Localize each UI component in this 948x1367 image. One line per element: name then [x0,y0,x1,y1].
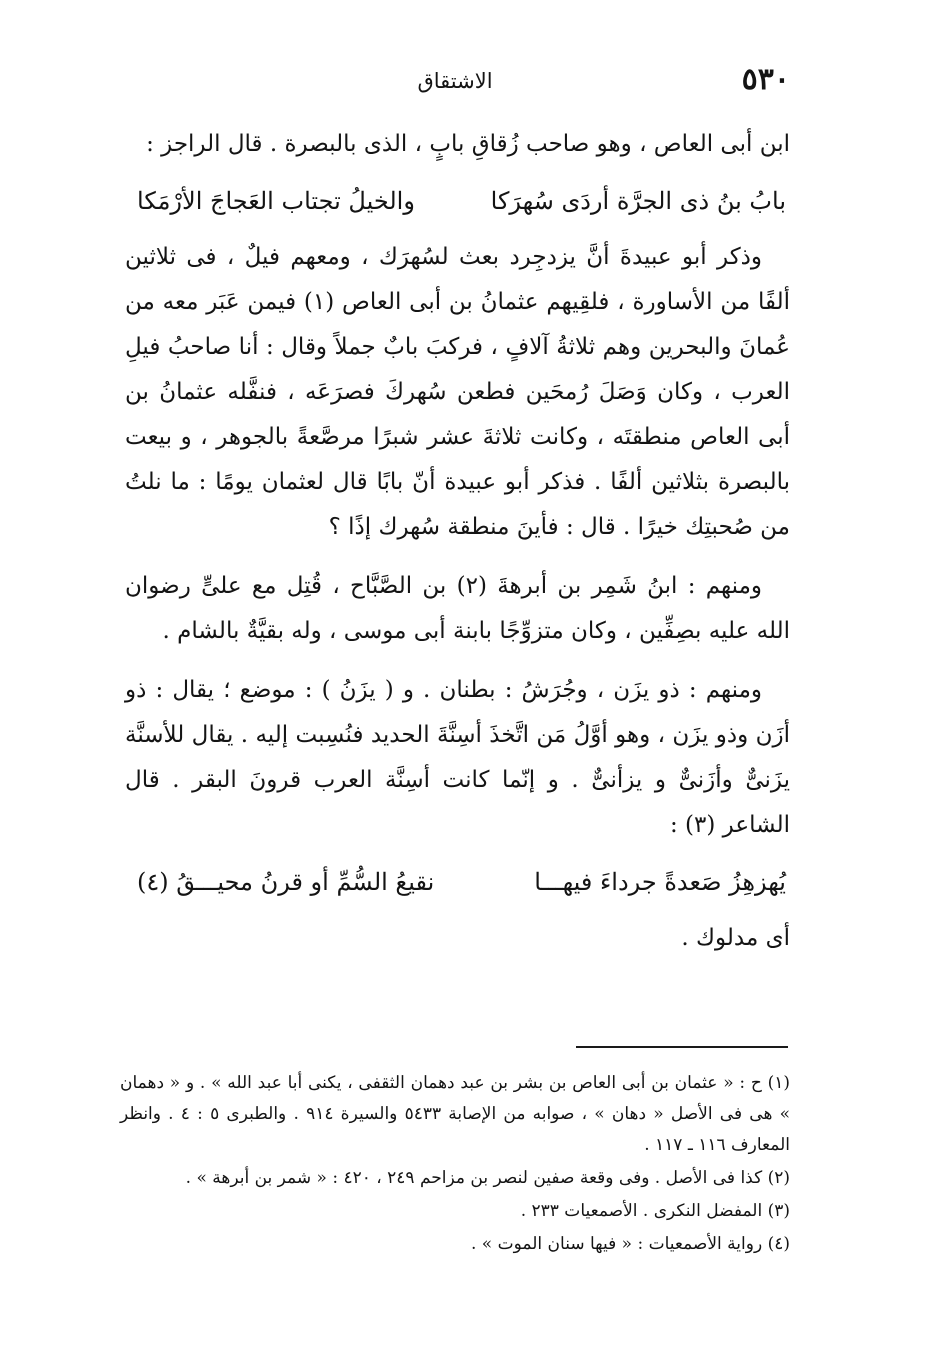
footnote-3: (٣) المفضل النكرى . الأصمعيات ٢٣٣ . [520,1201,790,1221]
footnote-1: (١) ح : « عثمان بن أبى العاص بن بشر بن عبد دهمان الثقفى ، يكنى أبا عبد الله » . و « دهمان » هى فى الأصل « دهان » ، صوابه من الإصابة ٥٤٣٣ والسيرة ٩١٤ . والطبرى ٥ : ٤ . وانظر المعارف ١١٦ ـ ١١٧ . [120,1073,791,1155]
paragraph-5: أى مدلوك . [681,925,790,951]
verse-1 [125,177,790,225]
paragraph-3: ومنهم : ابنُ شَمِر بن أبرهةَ (٢) بن الصَّبَّاح ، قُتِل مع علىٍّ رضوان الله عليه بصِفِّين ، وكان متزوِّجًا بابنة أبى موسى ، وله بقيَّةٌ بالشام . [125,573,790,644]
verse-1-second-hemistich: والخيلُ تجتاب العَجاجَ الأرْمَكا [137,187,415,215]
page-header [120,62,790,102]
footnotes [120,1068,790,1260]
footnote-4: (٤) رواية الأصمعيات : « فيها سنان الموت » . [471,1234,790,1254]
paragraph-2: وذكر أبو عبيدةَ أنَّ يزدجِرد بعث لسُهرَك ، ومعهم فيلٌ ، فى ثلاثين ألفًا من الأساورة ، فلقِيهم عثمانُ بن أبى العاص (١) فيمن عَبَر معه من عُمانَ والبحرين وهم ثلاثةُ آلافٍ ، فركبَ بابٌ جملاً وقال : أنا صاحبُ فيلِ العرب ، وكان وَصَلَ رُمحَين فطعن سُهركَ فصرَعَه ، فنفَّله عثمانُ بن أبى العاص منطقتَه ، وكانت ثلاثةَ عشر شبرًا مرصَّعةً بالجوهر ، و بيعت بالبصرة بثلاثين ألفًا . فذكر أبو عبيدة أنّ بابًا قال لعثمان يومًا : ما نلتُ من صُحبتِك خيرًا . قال : فأينَ منطقة سُهرك إذًا ؟ [125,244,790,540]
footnote-2: (٢) كذا فى الأصل . وفى وقعة صفين لنصر بن مزاحم ٢٤٩ ، ٤٢٠ : « شمر بن أبرهة » . [185,1168,790,1188]
verse-2-first-hemistich: يُهزهِزُ صَعدةً جرداءَ فيهـــا [534,868,786,896]
verse-2 [125,858,790,906]
verse-2-second-hemistich: نقيعُ السُّمِّ أو قرنُ محيـــقُ (٤) [137,868,435,896]
footnote-separator [576,1046,788,1048]
page-number: ٥٣٠ [741,62,790,97]
paragraph-1: ابن أبى العاص ، وهو صاحب زُقاقِ بابٍ ، الذى بالبصرة . قال الراجز : [146,131,790,157]
paragraph-4: ومنهم : ذو يزَن ، وجُرَشُ : بطنان . و ( يزَنُ ) : موضع ؛ يقال : ذو أزَن وذو يزَن ، وهو أوَّلُ مَن اتَّخذَ أسِنَّةَ الحديد فنُسِبت إليه . يقال للأسنَّة يزَنىٌّ وأزَنىٌّ و يزأنىٌّ . و إنّما كانت أسِنَّة العرب قرونَ البقر . قال الشاعر (٣) : [125,677,790,838]
main-text [125,122,790,961]
running-head: الاشتقاق [417,69,493,93]
verse-1-first-hemistich: بابُ بنُ ذى الجرَّة أردَى سُهرَكا [490,187,786,215]
